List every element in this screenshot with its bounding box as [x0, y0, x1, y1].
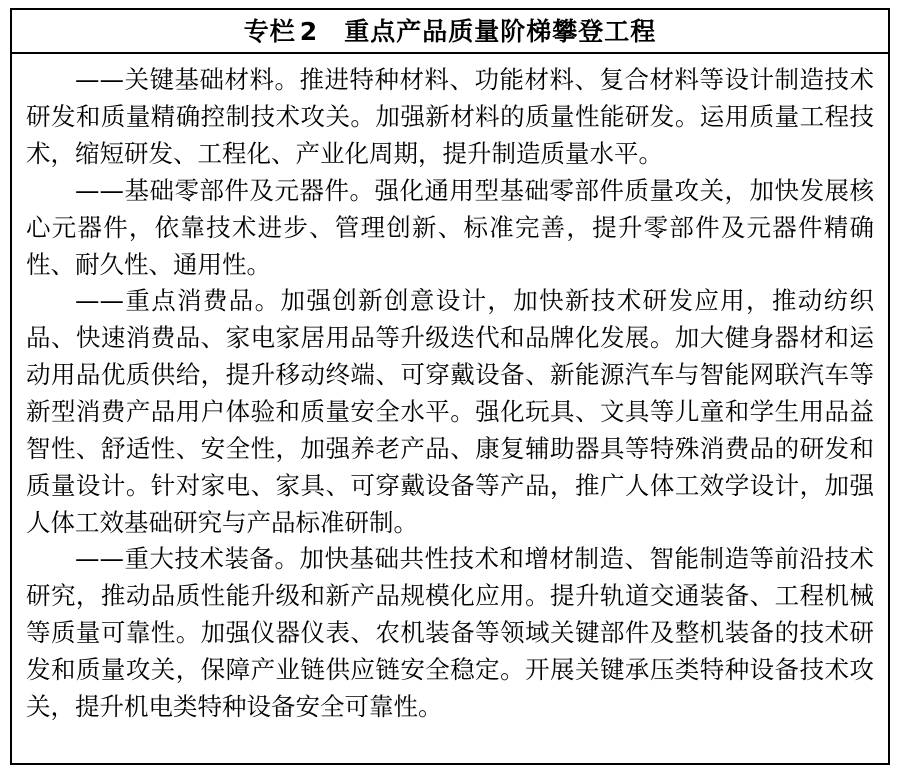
box-body [12, 54, 888, 731]
box-title-text: 重点产品质量阶梯攀登工程 [344, 17, 657, 46]
box-title-number: 2 [299, 17, 319, 46]
box-title [12, 10, 888, 54]
paragraph: ——基础零部件及元器件。强化通用型基础零部件质量攻关，加快发展核心元器件，依靠技术进步、管理创新、标准完善，提升零部件及元器件精确性、耐久性、通用性。 [26, 175, 874, 279]
callout-box [10, 8, 890, 765]
box-title-label: 专栏 [243, 17, 296, 46]
paragraph: ——重大技术装备。加快基础共性技术和增材制造、智能制造等前沿技术研究，推动品质性能升级和新产品规模化应用。提升轨道交通装备、工程机械等质量可靠性。加强仪器仪表、农机装备等领域关键部件及整机装备的技术研发和质量攻关，保障产业链供应链安全稳定。开展关键承压类特种设备技术攻关，提升机电类特种设备安全可靠性。 [26, 544, 874, 721]
paragraph: ——重点消费品。加强创新创意设计，加快新技术研发应用，推动纺织品、快速消费品、家电家居用品等升级迭代和品牌化发展。加大健身器材和运动用品优质供给，提升移动终端、可穿戴设备、新能源汽车与智能网联汽车等新型消费产品用户体验和质量安全水平。强化玩具、文具等儿童和学生用品益智性、舒适性、安全性，加强养老产品、康复辅助器具等特殊消费品的研发和质量设计。针对家电、家具、可穿戴设备等产品，推广人体工效学设计，加强人体工效基础研究与产品标准研制。 [26, 286, 874, 537]
paragraph: ——关键基础材料。推进特种材料、功能材料、复合材料等设计制造技术研发和质量精确控制技术攻关。加强新材料的质量性能研发。运用质量工程技术，缩短研发、工程化、产业化周期，提升制造质量水平。 [26, 65, 874, 168]
